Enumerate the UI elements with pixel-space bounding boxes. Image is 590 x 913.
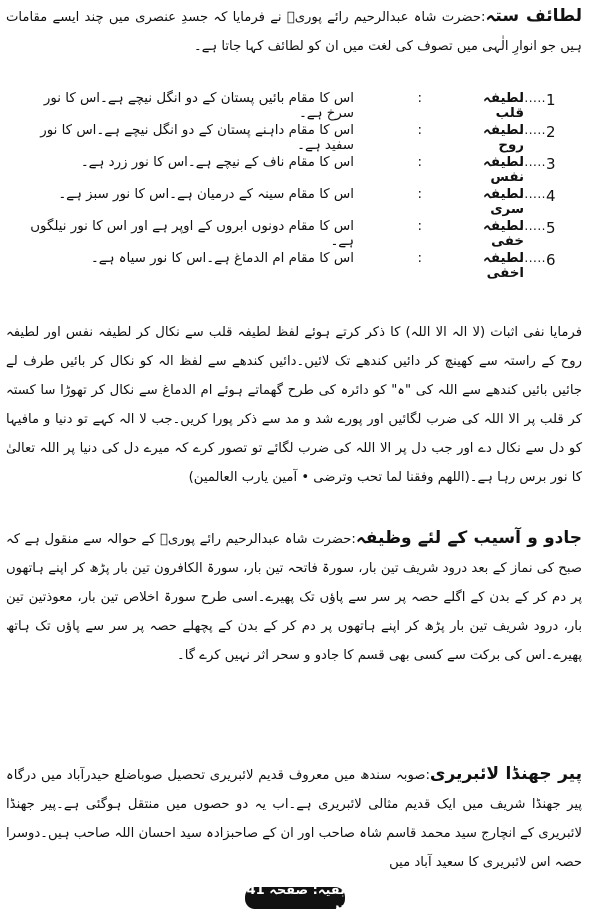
continuation-badge: بقیہ: صفحہ 41 پر — [246, 883, 345, 913]
item-number: 4 — [546, 187, 556, 205]
item-dots: ...... — [520, 187, 546, 201]
section-lataif-intro — [6, 2, 582, 61]
item-number: 3 — [546, 155, 556, 173]
latifa-description: اس کا مقام بائیں پستان کے دو انگل نیچے ہے۔اس کا نور سرخ ہے۔ — [43, 91, 354, 121]
item-number: 2 — [546, 123, 556, 141]
item-dots: ...... — [520, 123, 546, 137]
item-dots: ...... — [520, 155, 546, 169]
list-item — [6, 119, 582, 151]
list-item — [6, 215, 582, 247]
item-colon: : — [417, 155, 422, 170]
latifa-name: لطیفہ قلب — [482, 91, 524, 121]
latifa-name: لطیفہ سری — [482, 187, 524, 217]
item-colon: : — [417, 91, 422, 106]
section-heading-lataif: لطائف ستہ — [485, 6, 582, 26]
latifa-name: لطیفہ اخفی — [482, 251, 524, 281]
section-heading-wazifa: جادو و آسیب کے لئے وظیفہ — [355, 528, 582, 548]
item-colon: : — [417, 123, 422, 138]
latifa-name: لطیفہ روح — [482, 123, 524, 153]
section-wazifa-text: :حضرت شاہ عبدالرحیم رائے پوریؒ کے حوالہ سے منقول ہے کہ صبح کی نماز کے بعد درود شریف تین بار، سورۃ فاتحہ تین بار، سورۃ الکافرون تین بار پڑھ کر اپنے ہاتھوں پر دم کر کے بدن کے اگلے حصہ پر سر سے پاؤں تک پھیرے۔اسی طرح سورۃ اخلاص تین بار، معوذتین تین بار، درود شریف تین بار پڑھ کر اپنے ہاتھوں پر دم کر کے بدن کے پچھلے حصہ پر سر سے پاؤں تک ہاتھ پھیرے۔اس کی برکت سے کسی بھی قسم کا جادو و سحر اثر نہیں کرے گا۔ — [6, 532, 582, 663]
list-item — [6, 247, 582, 279]
latifa-description: اس کا مقام ناف کے نیچے ہے۔اس کا نور زرد ہے۔ — [80, 155, 354, 170]
item-colon: : — [417, 187, 422, 202]
item-dots: ...... — [520, 219, 546, 233]
section-heading-library: پیر جھنڈا لائبریری — [429, 764, 582, 784]
section-wazifa — [6, 524, 582, 670]
item-dots: ...... — [520, 251, 546, 265]
item-colon: : — [417, 219, 422, 234]
section-library — [6, 760, 582, 877]
section-library-text: :صوبہ سندھ میں معروف قدیم لائبریری تحصیل صوباضلع حیدرآباد میں درگاہ پیر جھنڈا شریف میں ایک قدیم مثالی لائبریری ہے۔اب یہ دو حصوں میں منتقل ہوگئی ہے۔پیر جھنڈا لائبریری کے انچارج سید محمد قاسم شاہ صاحب اور ان کے صاحبزادہ سید احسان اللہ صاحب ہیں۔دوسرا حصہ اس لائبریری کا سعید آباد میں — [6, 768, 582, 870]
section-lataif-text: :حضرت شاہ عبدالرحیم رائے پوریؒ نے فرمایا کہ جسدِ عنصری میں چند ایسے مقامات ہیں جو انوارِ الٰہی میں تصوف کی لغت میں ان کو لطائف کہا جاتا ہے۔ — [6, 10, 582, 54]
latifa-name: لطیفہ نفس — [482, 155, 524, 185]
lataif-list — [6, 87, 582, 279]
item-number: 6 — [546, 251, 556, 269]
item-dots: ...... — [520, 91, 546, 105]
list-item — [6, 151, 582, 183]
latifa-description: اس کا مقام سینہ کے درمیان ہے۔اس کا نور سبز ہے۔ — [58, 187, 354, 202]
latifa-description: اس کا مقام ام الدماغ ہے۔اس کا نور سیاہ ہے۔ — [90, 251, 354, 266]
item-number: 5 — [546, 219, 556, 237]
list-item — [6, 87, 582, 119]
latifa-name: لطیفہ خفی — [482, 219, 524, 249]
latifa-description: اس کا مقام دونوں ابروں کے اوپر ہے اور اس کا نور نیلگوں ہے۔ — [30, 219, 354, 249]
latifa-description: اس کا مقام داہنے پستان کے دو انگل نیچے ہے۔اس کا نور سفید ہے۔ — [40, 123, 354, 153]
item-number: 1 — [546, 91, 556, 109]
item-colon: : — [417, 251, 422, 266]
list-item — [6, 183, 582, 215]
section-nafi-isbat: فرمایا نفی اثبات (لا الہ الا اللہ) کا ذکر کرتے ہوئے لفظ لطیفہ قلب سے نکال کر لطیفہ نفس اور لطیفہ روح کے راستہ سے کھینچ کر دائیں کندھے تک لائیں۔دائیں کندھے سے لفظ الہ کو نکال کر بائیں طرف لے جائیں بائیں کندھے سے اللہ کی "ہ" کو دائرہ کی طرح گھماتے ہوئے ام الدماغ سے نکال کر تھوڑا سا کستہ کر قلب پر الا اللہ کی ضرب لگائیں اور پورے شد و مد سے ذکر پورا کریں۔جب لا الہ کہے تو دنیا و مافیہا کو دل سے نکال دے اور جب دل پر الا اللہ کی ضرب لگائے تو تصور کرے کہ میرے دل کی دنیا پر اللہ تعالیٰ کا نور برس رہا ہے۔(اللھم وفقنا لما تحب وترضی • آمین یارب العالمین) — [6, 325, 582, 485]
